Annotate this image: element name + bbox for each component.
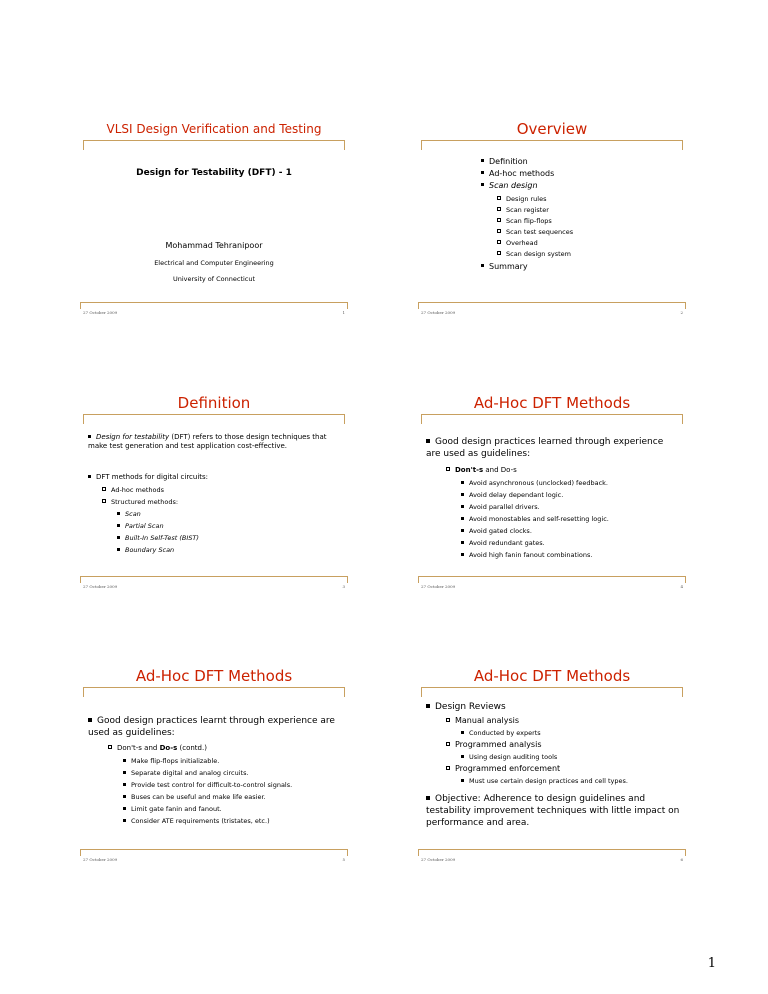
bullet-icon: [481, 264, 484, 267]
slide-title: Overview: [516, 120, 588, 138]
sub-list-item: Programmed analysis: [446, 740, 541, 750]
title-rule: [83, 140, 345, 150]
slide-number: 2: [680, 310, 683, 315]
hollow-bullet-icon: [497, 196, 501, 200]
slide-1: [80, 118, 348, 319]
list-item: Good design practices learnt through experience are used as guidelines:: [88, 716, 335, 738]
sub-sub-list-item: Avoid parallel drivers.: [461, 503, 540, 512]
bullet-icon: [123, 795, 126, 798]
slide-date: 27 October 2009: [421, 310, 456, 315]
footer-rule: [418, 302, 686, 309]
hollow-bullet-icon: [446, 742, 450, 746]
list-item: Definition: [481, 157, 528, 167]
author: Mohammad Tehranipoor: [165, 241, 263, 250]
hollow-bullet-icon: [497, 229, 501, 233]
page-number: 1: [707, 956, 716, 971]
slide-6: [418, 665, 686, 866]
slide-number: 1: [342, 310, 345, 315]
slide-date: 27 October 2009: [83, 584, 118, 589]
slide-3: [80, 392, 348, 593]
sub-list-item: Don't-s and Do-s: [446, 466, 517, 475]
sub-sub-list-item: Avoid gated clocks.: [461, 527, 532, 536]
bullet-icon: [426, 439, 430, 443]
sub-list-item: Structured methods:: [102, 498, 178, 507]
sub-sub-list-item: Avoid redundant gates.: [461, 539, 545, 548]
sub-sub-list-item: Consider ATE requirements (tristates, etc.): [123, 817, 270, 826]
slide-number: 5: [342, 857, 345, 862]
sub-list-item: Manual analysis: [446, 716, 519, 726]
bullet-icon: [461, 529, 464, 532]
hollow-bullet-icon: [102, 487, 106, 491]
hollow-bullet-icon: [446, 766, 450, 770]
list-item: Summary: [481, 262, 528, 272]
slide-title: Ad-Hoc DFT Methods: [473, 667, 631, 685]
bullet-icon: [461, 779, 464, 782]
title-rule: [421, 140, 683, 150]
bullet-icon: [461, 541, 464, 544]
sub-list-item: Scan test sequences: [497, 228, 573, 237]
bullet-icon: [461, 505, 464, 508]
bullet-icon: [426, 704, 430, 708]
list-item: Design Reviews: [426, 701, 506, 713]
sub-sub-list-item: Avoid monostables and self-resetting logic.: [461, 515, 609, 524]
slide-date: 27 October 2009: [421, 584, 456, 589]
list-item: Scan design: [481, 181, 538, 191]
hollow-bullet-icon: [497, 251, 501, 255]
slide-number: 6: [680, 857, 683, 862]
sub-list-item: Scan flip-flops: [497, 217, 552, 226]
sub-sub-list-item: Must use certain design practices and cell types.: [461, 777, 628, 786]
footer-rule: [418, 849, 686, 856]
slide-2: [418, 118, 686, 319]
slide-date: 27 October 2009: [83, 310, 118, 315]
footer-rule: [80, 849, 348, 856]
title-rule: [421, 414, 683, 424]
title-rule: [83, 687, 345, 697]
sub-sub-list-item: Boundary Scan: [117, 546, 174, 555]
list-item: Good design practices learned through experience are used as guidelines:: [426, 437, 664, 459]
bullet-icon: [123, 783, 126, 786]
sub-sub-list-item: Conducted by experts: [461, 729, 541, 738]
slide-5: [80, 665, 348, 866]
hollow-bullet-icon: [446, 467, 450, 471]
list-item: Design for testability (DFT) refers to those design techniques that make test generation and test application cost-effective.: [88, 433, 327, 450]
bullet-icon: [481, 183, 484, 186]
university: University of Connecticut: [172, 275, 256, 283]
sub-sub-list-item: Buses can be useful and make life easier.: [123, 793, 266, 802]
sub-sub-list-item: Using design auditing tools: [461, 753, 557, 762]
bullet-icon: [117, 512, 120, 515]
sub-sub-list-item: Provide test control for difficult-to-control signals.: [123, 781, 292, 790]
sub-list-item: Ad-hoc methods: [102, 486, 164, 495]
slide-number: 3: [342, 584, 345, 589]
bullet-icon: [88, 475, 91, 478]
sub-list-item: Design rules: [497, 195, 547, 204]
sub-sub-list-item: Limit gate fanin and fanout.: [123, 805, 222, 814]
bullet-icon: [461, 755, 464, 758]
hollow-bullet-icon: [497, 218, 501, 222]
title-rule: [421, 687, 683, 697]
department: Electrical and Computer Engineering: [154, 259, 274, 267]
sub-sub-list-item: Partial Scan: [117, 522, 164, 531]
sub-list-item: Scan register: [497, 206, 549, 215]
slide-subtitle: Design for Testability (DFT) - 1: [136, 168, 292, 178]
bullet-icon: [461, 481, 464, 484]
slide-title: Ad-Hoc DFT Methods: [135, 667, 293, 685]
slide-date: 27 October 2009: [83, 857, 118, 862]
bullet-icon: [123, 807, 126, 810]
slide-title: VLSI Design Verification and Testing: [106, 122, 322, 136]
bullet-icon: [88, 435, 91, 438]
slide-title: Definition: [177, 394, 251, 412]
bullet-icon: [426, 796, 430, 800]
slide-4: [418, 392, 686, 593]
sub-list-item: Don't-s and Do-s (contd.): [108, 744, 207, 753]
bullet-icon: [123, 759, 126, 762]
sub-list-item: Programmed enforcement: [446, 764, 560, 774]
bullet-icon: [461, 731, 464, 734]
list-item: Ad-hoc methods: [481, 169, 554, 179]
slide-date: 27 October 2009: [421, 857, 456, 862]
footer-rule: [80, 576, 348, 583]
hollow-bullet-icon: [446, 718, 450, 722]
sub-sub-list-item: Avoid high fanin fanout combinations.: [461, 551, 592, 560]
bullet-icon: [481, 159, 484, 162]
sub-sub-list-item: Built-In Self-Test (BIST): [117, 534, 199, 543]
footer-rule: [80, 302, 348, 309]
list-item: Objective: Adherence to design guidelines and testability improvement techniques with little impact on performance and area.: [426, 794, 680, 828]
footer-rule: [418, 576, 686, 583]
bullet-icon: [117, 548, 120, 551]
slide-title: Ad-Hoc DFT Methods: [473, 394, 631, 412]
bullet-icon: [123, 819, 126, 822]
hollow-bullet-icon: [497, 207, 501, 211]
sub-sub-list-item: Avoid delay dependant logic.: [461, 491, 563, 500]
slide-number: 4: [680, 584, 683, 589]
bullet-icon: [481, 171, 484, 174]
title-rule: [83, 414, 345, 424]
list-item: DFT methods for digital circuits:: [88, 473, 208, 482]
sub-list-item: Overhead: [497, 239, 538, 248]
bullet-icon: [461, 517, 464, 520]
hollow-bullet-icon: [102, 499, 106, 503]
bullet-icon: [123, 771, 126, 774]
sub-sub-list-item: Separate digital and analog circuits.: [123, 769, 249, 778]
sub-sub-list-item: Avoid asynchronous (unclocked) feedback.: [461, 479, 608, 488]
sub-list-item: Scan design system: [497, 250, 571, 259]
bullet-icon: [117, 524, 120, 527]
sub-sub-list-item: Make flip-flops initializable.: [123, 757, 219, 766]
sub-sub-list-item: Scan: [117, 510, 141, 519]
bullet-icon: [117, 536, 120, 539]
bullet-icon: [88, 718, 92, 722]
bullet-icon: [461, 493, 464, 496]
hollow-bullet-icon: [108, 745, 112, 749]
hollow-bullet-icon: [497, 240, 501, 244]
bullet-icon: [461, 553, 464, 556]
